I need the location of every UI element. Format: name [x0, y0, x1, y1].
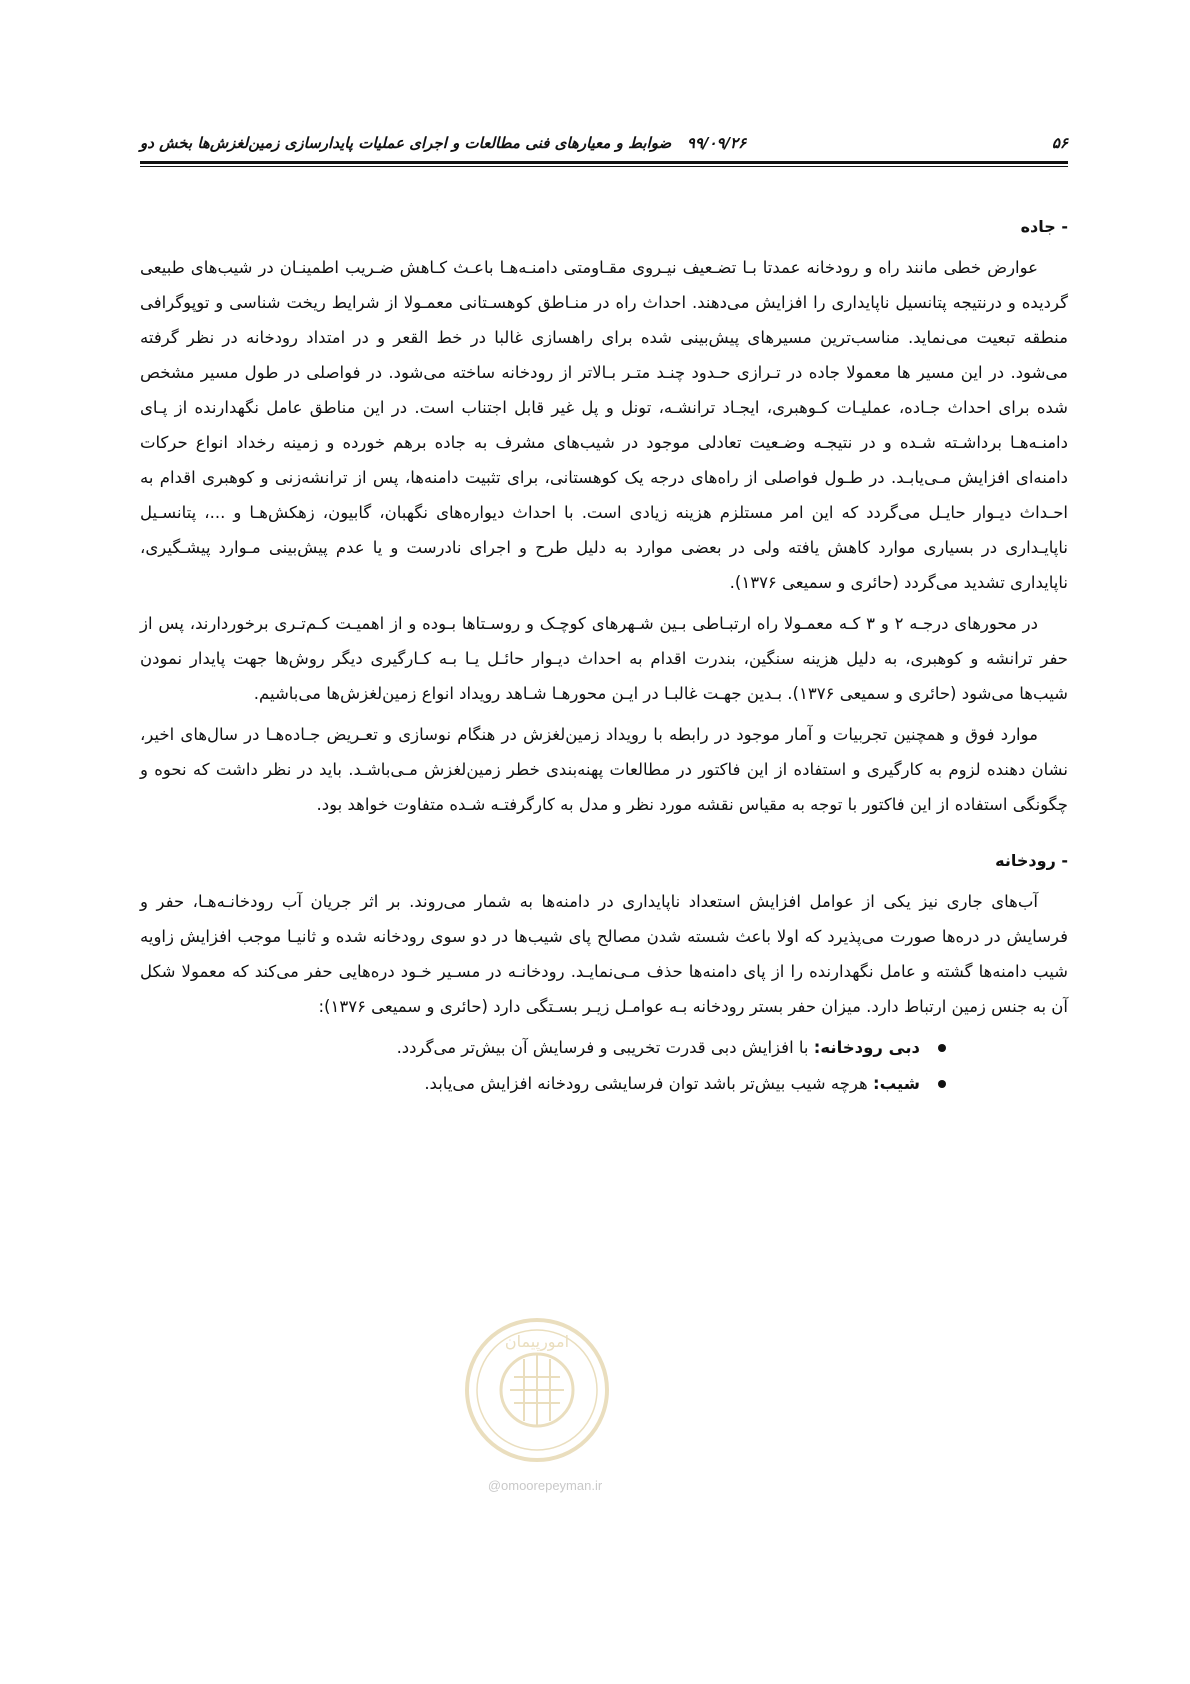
road-paragraph-3: موارد فوق و همچنین تجربیات و آمار موجود در رابطه با رویداد زمین‌لغزش در هنگام نوسازی و تعـریض جـاده‌هـا در سال‌های اخیر، نشان دهنده لزوم به کارگیری و استفاده از این فاکتور در مطالعات پهنه‌بندی خطر زمین‌لغزش مـی‌باشـد. باید در نظر داشت که نحوه و چگونگی استفاده از این فاکتور با توجه به مقیاس نقشه مورد نظر و مدل به کارگرفتـه شـده متفاوت خواهد بود.: [140, 725, 1068, 814]
road-paragraph-2: در محورهای درجـه ۲ و ۳ کـه معمـولا راه ارتبـاطی بـین شـهرهای کوچـک و روسـتاها بـوده و از اهمیـت کـم‌تـری برخوردارند، پس از حفر ترانشه و کوهبری، به دلیل هزینه سنگین، بندرت اقدام به احداث دیـوار حائـل یـا بـه کـارگیری دیگر روش‌ها جهت پایدار نمودن شیب‌ها می‌شود (حائری و سمیعی ۱۳۷۶). بـدین جهـت غالبـا در ایـن محورهـا شـاهد رویداد انواع زمین‌لغزش‌ها می‌باشیم.: [140, 614, 1068, 703]
river-factor-list: [140, 1030, 1068, 1102]
list-item-term: دبی رودخانه:: [813, 1038, 920, 1057]
list-item-text: با افزایش دبی قدرت تخریبی و فرسایش آن بیش‌تر می‌گردد.: [396, 1038, 814, 1057]
list-item-text: هرچه شیب بیش‌تر باشد توان فرسایشی رودخانه افزایش می‌یابد.: [424, 1074, 873, 1093]
watermark-seal-text: امورپیمان: [504, 1332, 570, 1351]
list-item: [140, 1066, 948, 1102]
watermark-seal-icon: [462, 1315, 612, 1465]
page-body: [140, 212, 1068, 1102]
page-number: ۵۶: [1051, 134, 1068, 152]
bullet-icon: [938, 1044, 946, 1052]
header-date: ۹۹/۰۹/۲۶: [686, 134, 747, 152]
section-heading-river: - رودخانه: [995, 851, 1068, 870]
section-heading-road: - جاده: [1020, 217, 1068, 236]
bullet-icon: [938, 1080, 946, 1088]
list-item-term: شیب:: [872, 1074, 920, 1093]
header-rule-thick: [140, 161, 1068, 164]
river-paragraph-1: آب‌های جاری نیز یکی از عوامل افزایش استعداد ناپایداری در دامنه‌ها به شمار می‌روند. بر اثر جریان آب رودخانـه‌هـا، حفر و فرسایش در دره‌ها صورت می‌پذیرد که اولا باعث شسته شدن مصالح پای شیب‌ها در دو سوی رودخانه شده و ثانیـا موجب افزایش زاویه شیب دامنه‌ها گشته و عامل نگهدارنده را از پای دامنه‌ها حذف مـی‌نمایـد. رودخانـه در مسـیر خـود دره‌هایی حفر می‌کند که معمولا شکل آن به جنس زمین ارتباط دارد. میزان حفر بستر رودخانه بـه عوامـل زیـر بسـتگی دارد (حائری و سمیعی ۱۳۷۶):: [140, 892, 1068, 1016]
road-paragraph-1: عوارض خطی مانند راه و رودخانه عمدتا بـا تضـعیف نیـروی مقـاومتی دامنـه‌هـا باعـث کـاهش ضـریب اطمینـان در شیب‌های طبیعی گردیده و درنتیجه پتانسیل ناپایداری را افزایش می‌دهند. احداث راه در منـاطق کوهسـتانی معمـولا از شرایط ریخت شناسی و توپوگرافی منطقه تبعیت می‌نماید. مناسب‌ترین مسیرهای پیش‌بینی شده برای راهسازی غالبا در خط القعر و در امتداد رودخانه در نظر گرفته می‌شود. در این مسیر ها معمولا جاده در تـرازی حـدود چنـد متـر بـالاتر از رودخانه ساخته می‌شود. در فواصلی در طول مسیر مشخص شده برای احداث جـاده، عملیـات کـوهبری، ایجـاد ترانشـه، تونل و پل غیر قابل اجتناب است. در این مناطق عامل نگهدارنده از پـای دامنـه‌هـا برداشـته شـده و در نتیجـه وضـعیت تعادلی موجود در شیب‌های مشرف به جاده برهم خورده و زمینه رخداد انواع حرکات دامنه‌ای افزایش مـی‌یابـد. در طـول فواصلی از راه‌های درجه یک کوهستانی، برای تثبیت دامنه‌ها، پس از ترانشه‌زنی و کوهبری اقدام به احـداث دیـوار حایـل می‌گردد که این امر مستلزم هزینه زیادی است. با احداث دیواره‌های نگهبان، گابیون، زهکش‌هـا و ...، پتانسـیل ناپایـداری در بسیاری موارد کاهش یافته ولی در بعضی موارد به دلیل طرح و اجرای نادرست و یا عدم پیش‌بینی مـوارد پیشـگیری، ناپایداری تشدید می‌گردد (حائری و سمیعی ۱۳۷۶).: [140, 258, 1068, 592]
list-item: [140, 1030, 948, 1066]
page-header: [140, 128, 1068, 158]
header-rule-thin: [140, 166, 1068, 167]
header-title: ضوابط و معیارهای فنی مطالعات و اجرای عملیات پایدارسازی زمین‌لغزش‌ها بخش دو: [140, 134, 672, 152]
watermark-url: @omoorepeyman.ir: [487, 1478, 603, 1493]
header-title-group: [140, 134, 746, 152]
